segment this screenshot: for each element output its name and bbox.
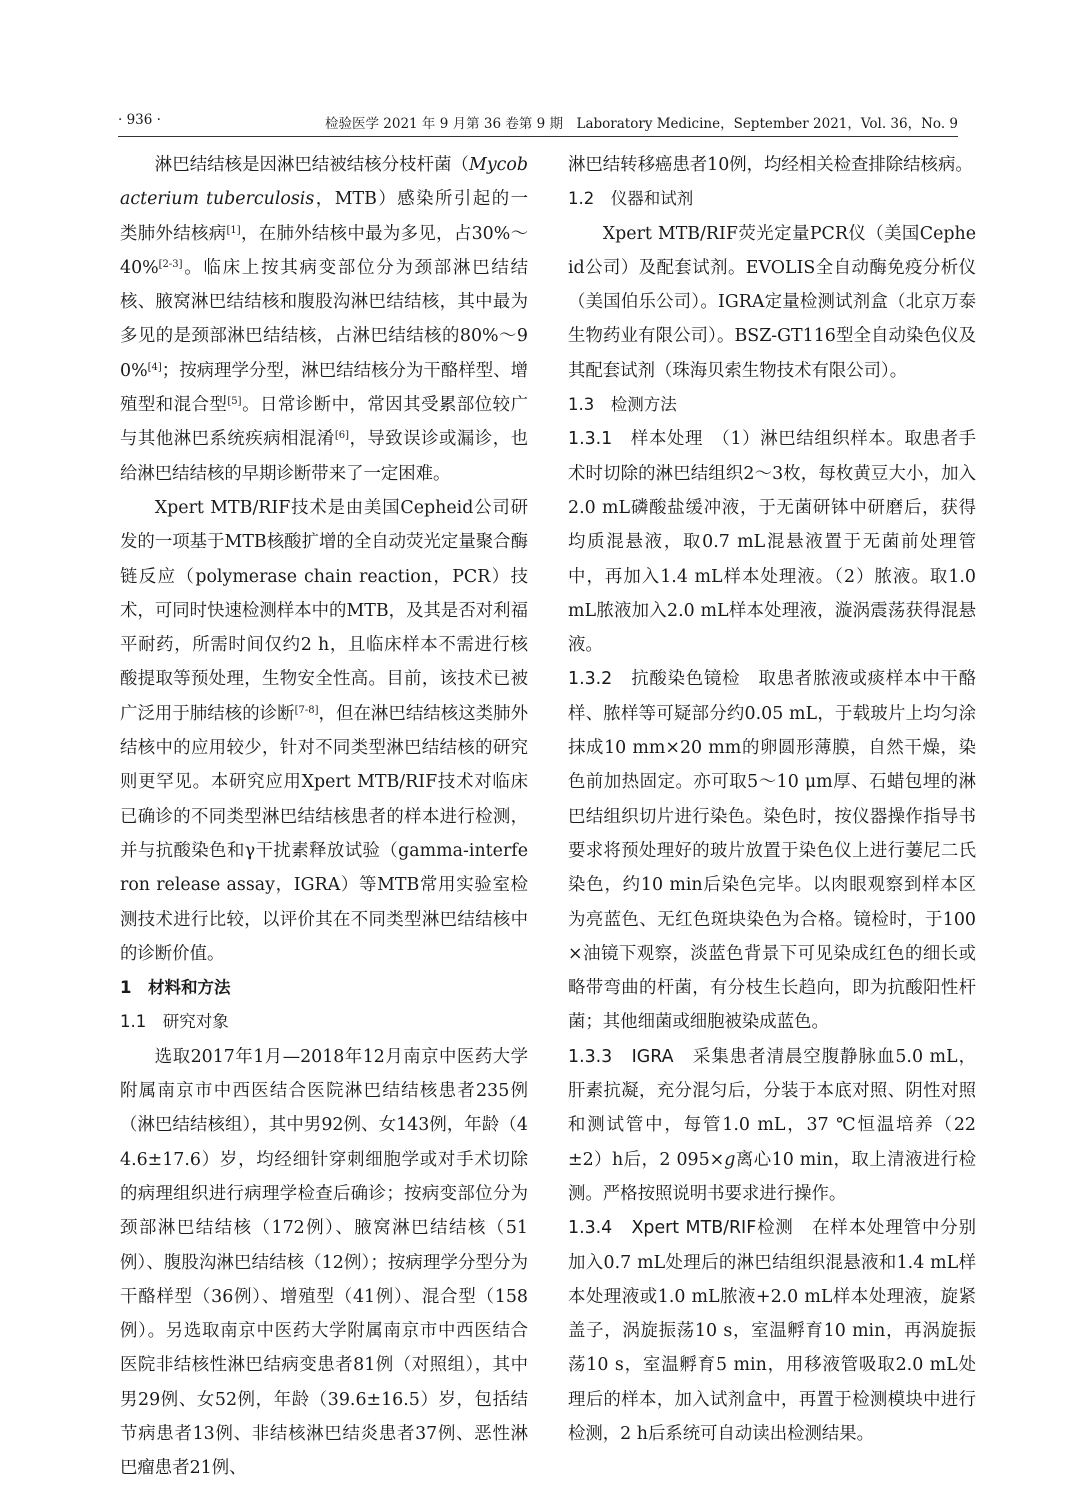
running-header <box>118 112 958 137</box>
method-1-3-3: 1.3.3 IGRA 采集患者清晨空腹静脉血5.0 mL，肝素抗凝，充分混匀后，分装于本底对照、阴性对照和测试管中，每管1.0 mL，37 ℃恒温培养（22±2）h后，2 095×g离心10 min，取上清液进行检测。严格按照说明书要求进行操作。 <box>568 1046 976 1204</box>
species-name: Mycobacterium tuberculosis <box>120 155 528 210</box>
method-1-3-4: 1.3.4 Xpert MTB/RIF检测 在样本处理管中分别加入0.7 mL处理后的淋巴结组织混悬液和1.4 mL样本处理液或1.0 mL脓液+2.0 mL样本处理液，旋紧盖子，涡旋振荡10 s，室温孵育10 min，再涡旋振荡10 s，室温孵育5 min，用移液管吸取2.0 mL处理后的样本，加入试剂盒中，再置于检测模块中进行检测，2 h后系统可自动读出检测结果。 <box>568 1218 976 1444</box>
right-column <box>568 148 976 1451</box>
section-heading-1-2: 1.2 仪器和试剂 <box>568 189 694 209</box>
intro-paragraph-1: 淋巴结结核是因淋巴结被结核分枝杆菌（Mycobacterium tuberculosis，MTB）感染所引起的一类肺外结核病[1]，在肺外结核中最为多见，占30%～40%[2-3]。临床上按其病变部位分为颈部淋巴结结核、腋窝淋巴结结核和腹股沟淋巴结结核，其中最为多见的是颈部淋巴结结核，占淋巴结结核的80%～90%[4]；按病理学分型，淋巴结结核分为干酪样型、增殖型和混合型[5]。日常诊断中，常因其受累部位较广与其他淋巴系统疾病相混淆[6]，导致误诊或漏诊，也给淋巴结结核的早期诊断带来了一定困难。 <box>120 155 528 484</box>
citation: [7-8] <box>294 704 319 716</box>
section-heading-1-3: 1.3 检测方法 <box>568 395 677 415</box>
citation: [4] <box>147 361 162 373</box>
subjects-paragraph-continued: 淋巴结转移癌患者10例，均经相关检查排除结核病。 <box>568 155 973 175</box>
citation: [1] <box>226 224 241 236</box>
citation: [2-3] <box>158 258 183 270</box>
instruments-paragraph: Xpert MTB/RIF荧光定量PCR仪（美国Cepheid公司）及配套试剂。EVOLIS全自动酶免疫分析仪（美国伯乐公司）。IGRA定量检测试剂盒（北京万泰生物药业有限公司）。BSZ-GT116型全自动染色仪及其配套试剂（珠海贝索生物技术有限公司）。 <box>568 223 976 381</box>
subsection-label: 1.3.1 样本处理 <box>568 429 704 450</box>
journal-citation: 检验医学 2021 年 9 月第 36 卷第 9 期 Laboratory Medicine，September 2021，Vol. 36，No. 9 <box>324 116 958 132</box>
left-column <box>120 148 528 1486</box>
subsection-label: 1.3.2 抗酸染色镜检 <box>568 669 741 690</box>
section-heading-1-1: 1.1 研究对象 <box>120 1012 229 1032</box>
citation: [6] <box>334 430 349 442</box>
subsection-label: 1.3.3 IGRA <box>568 1046 674 1067</box>
subsection-label: 1.3.4 Xpert MTB/RIF检测 <box>568 1218 794 1239</box>
intro-paragraph-2: Xpert MTB/RIF技术是由美国Cepheid公司研发的一项基于MTB核酸扩增的全自动荧光定量聚合酶链反应（polymerase chain reaction，PCR）技术，可同时快速检测样本中的MTB，及其是否对利福平耐药，所需时间仅约2 h，且临床样本不需进行核酸提取等预处理，生物安全性高。目前，该技术已被广泛用于肺结核的诊断[7-8]，但在淋巴结结核这类肺外结核中的应用较少，针对不同类型淋巴结结核的研究则更罕见。本研究应用Xpert MTB/RIF技术对临床已确诊的不同类型淋巴结结核患者的样本进行检测，并与抗酸染色和γ干扰素释放试验（gamma-interferon release assay，IGRA）等MTB常用实验室检测技术进行比较，以评价其在不同类型淋巴结结核中的诊断价值。 <box>120 497 528 964</box>
section-heading-1: 1 材料和方法 <box>120 978 231 998</box>
page-number: · 936 · <box>118 112 161 128</box>
citation: [5] <box>227 396 242 408</box>
method-1-3-1: 1.3.1 样本处理 （1）淋巴结组织样本。取患者手术时切除的淋巴结组织2～3枚，每枚黄豆大小，加入2.0 mL磷酸盐缓冲液，于无菌研钵中研磨后，获得均质混悬液，取0.7 mL混悬液置于无菌前处理管中，再加入1.4 mL样本处理液。（2）脓液。取1.0 mL脓液加入2.0 mL样本处理液，漩涡震荡获得混悬液。 <box>568 429 976 656</box>
method-1-3-2: 1.3.2 抗酸染色镜检 取患者脓液或痰样本中干酪样、脓样等可疑部分约0.05 mL，于载玻片上均匀涂抹成10 mm×20 mm的卵圆形薄膜，自然干燥，染色前加热固定。亦可取5～10 μm厚、石蜡包埋的淋巴结组织切片进行染色。染色时，按仪器操作指导书要求将预处理好的玻片放置于染色仪上进行萋尼二氏染色，约10 min后染色完毕。以肉眼观察到样本区为亮蓝色、无红色斑块染色为合格。镜检时，于100×油镜下观察，淡蓝色背景下可见染成红色的细长或略带弯曲的杆菌，有分枝生长趋向，即为抗酸阳性杆菌；其他细菌或细胞被染成蓝色。 <box>568 669 976 1033</box>
subjects-paragraph: 选取2017年1月—2018年12月南京中医药大学附属南京市中西医结合医院淋巴结结核患者235例（淋巴结结核组），其中男92例、女143例，年龄（44.6±17.6）岁，均经细针穿刺细胞学或对手术切除的病理组织进行病理学检查后确诊；按病变部位分为颈部淋巴结结核（172例）、腋窝淋巴结结核（51例）、腹股沟淋巴结结核（12例）；按病理学分型分为干酪样型（36例）、增殖型（41例）、混合型（158例）。另选取南京中医药大学附属南京市中西医结合医院非结核性淋巴结病变患者81例（对照组），其中男29例、女52例，年龄（39.6±16.5）岁，包括结节病患者13例、非结核淋巴结炎患者37例、恶性淋巴瘤患者21例、 <box>120 1046 528 1479</box>
